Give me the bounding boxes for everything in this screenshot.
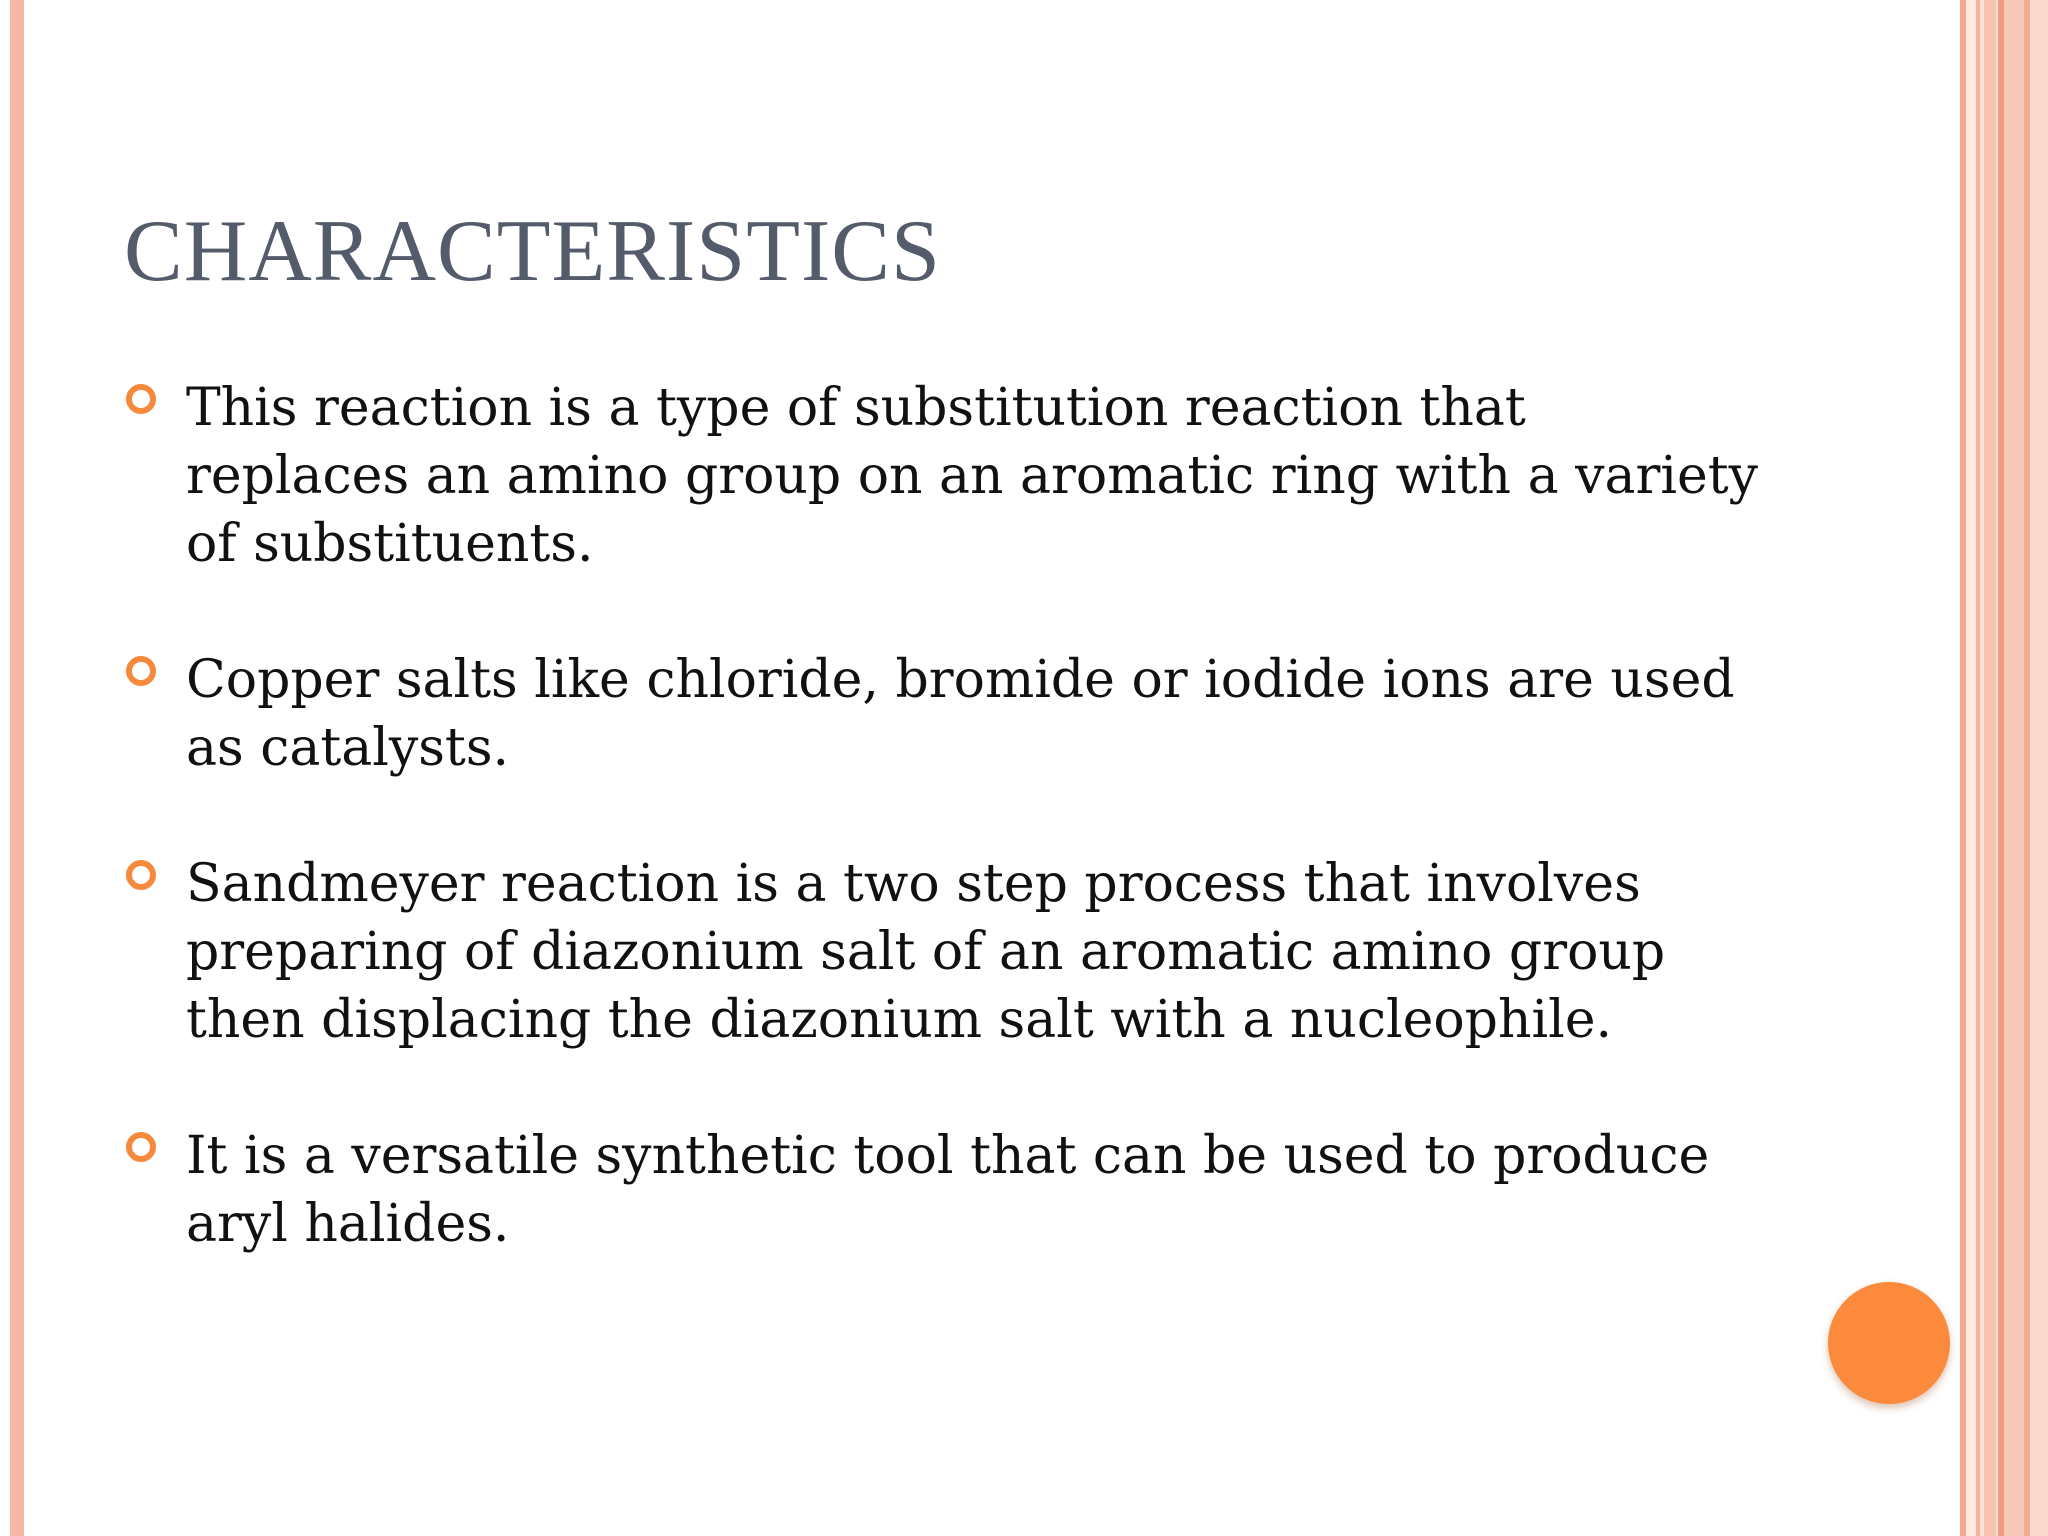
- bullet-text: This reaction is a type of substitution reaction that replaces an amino group on an aromatic ring with a variety of substituents.: [186, 378, 1759, 574]
- bullet-item: [124, 1122, 1764, 1258]
- right-stripe: [1976, 0, 1980, 1536]
- left-border-bar: [10, 0, 24, 1536]
- bullet-item: [124, 646, 1764, 782]
- bullet-item: [124, 374, 1764, 578]
- bullet-text: Sandmeyer reaction is a two step process that involves preparing of diazonium salt of an aromatic amino group then displacing the diazonium salt with a nucleophile.: [186, 854, 1666, 1050]
- bullet-list: [124, 374, 1764, 1326]
- bullet-text: It is a versatile synthetic tool that can be used to produce aryl halides.: [186, 1126, 1710, 1254]
- right-stripe: [1984, 0, 1996, 1536]
- right-stripe: [2030, 0, 2048, 1536]
- hollow-circle-bullet-icon: [126, 860, 156, 890]
- slide-title: CHARACTERISTICS: [124, 203, 941, 300]
- hollow-circle-bullet-icon: [126, 656, 156, 686]
- bullet-item: [124, 850, 1764, 1054]
- hollow-circle-bullet-icon: [126, 384, 156, 414]
- right-stripe: [1966, 0, 1976, 1536]
- orange-circle-decoration: [1828, 1282, 1950, 1404]
- bullet-text: Copper salts like chloride, bromide or iodide ions are used as catalysts.: [186, 650, 1735, 778]
- right-stripe: [2004, 0, 2024, 1536]
- hollow-circle-bullet-icon: [126, 1132, 156, 1162]
